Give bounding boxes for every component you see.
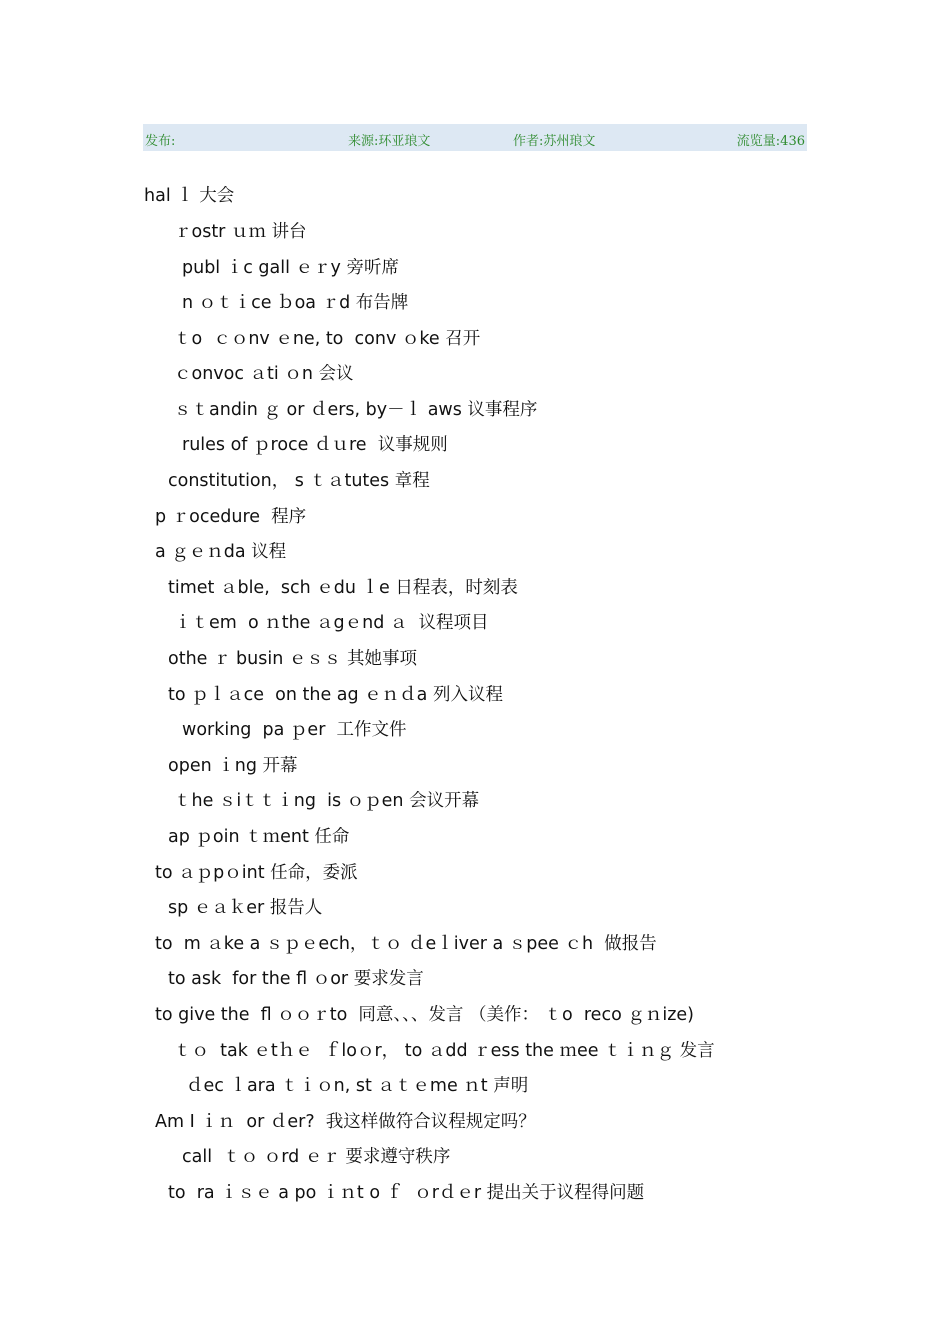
vocab-line: rules of ｐroce ｄｕre 议事规则 [182,435,448,455]
vocab-line: ap ｐoin ｔｍent 任命 [168,827,350,847]
vocab-line: to give the fl ｏｏｒto 同意、、、发言 （美作： ｔo reco ｇｎize) [155,1005,694,1025]
vocab-line: ｉｔem o ｎthe ａgｅnd ａ 议程项目 [174,613,489,633]
vocab-line: to ra ｉｓｅ a po ｉｎt o ｆ ｏrｄｅr 提出关于议程得问题 [168,1183,645,1203]
vocab-line: ｔhe ｓiｔｔｉng is ｏｐen 会议开幕 [174,791,480,811]
vocab-line: to ask for the fl ｏor 要求发言 [168,969,424,989]
vocab-line: open ｉng 开幕 [168,756,298,776]
vocab-line: othe ｒ busin ｅｓｓ 其她事项 [168,649,417,669]
vocab-line: working pa ｐer 工作文件 [182,720,407,740]
vocab-line: ｔo ｃｏnv ｅne, to conv ｏke 召开 [174,329,481,349]
vocab-line: p ｒocedure 程序 [155,507,307,527]
publish-label: 发布: [145,134,176,149]
vocab-line: a ｇｅｎda 议程 [155,542,287,562]
vocab-line: Am I ｉｎ or ｄer? 我这样做符合议程规定吗？ [155,1112,536,1132]
vocab-line: to ａｐpｏint 任命，委派 [155,863,358,883]
vocab-line: ｓｔandin ｇ or ｄers, by－ｌ aws 议事程序 [174,400,538,420]
vocab-line: ｔｏ tak ｅtｈｅ ｆloｏr， to ａdd ｒess the ｍee ｔｉｎｇ 发言 [174,1041,715,1061]
author-label: 作者:苏州琅文 [513,134,596,149]
vocab-line: ｄec ｌara ｔｉｏn, st ａｔｅme ｎt 声明 [186,1076,529,1096]
vocab-line: constitution， s ｔａtutes 章程 [168,471,430,491]
vocab-line: hal ｌ 大会 [144,186,235,206]
vocab-line: publ ｉc gall ｅｒy 旁听席 [182,258,399,278]
vocab-line: n ｏｔｉce ｂoa ｒd 布告牌 [182,293,409,313]
vocab-line: to ｐｌａce on the ag ｅｎｄa 列入议程 [168,685,503,705]
source-label: 来源:环亚琅文 [348,134,431,149]
vocab-line: timet ａble, sch ｅdu ｌe 日程表，时刻表 [168,578,518,598]
view-count: 流览量:436 [736,134,805,149]
vocab-line: to m ａke a ｓｐｅech，ｔｏ ｄeｌiver a ｓpee ｃh 做报告 [155,934,657,954]
vocab-line: ｒostr ｕｍ 讲台 [174,222,307,242]
vocab-line: ｃonvoc ａti ｏn 会议 [174,364,354,384]
vocab-line: sp ｅａｋer 报告人 [168,898,323,918]
vocab-line: call ｔｏ ｏrd ｅｒ 要求遵守秩序 [182,1147,451,1167]
article-meta-bar [143,124,807,151]
